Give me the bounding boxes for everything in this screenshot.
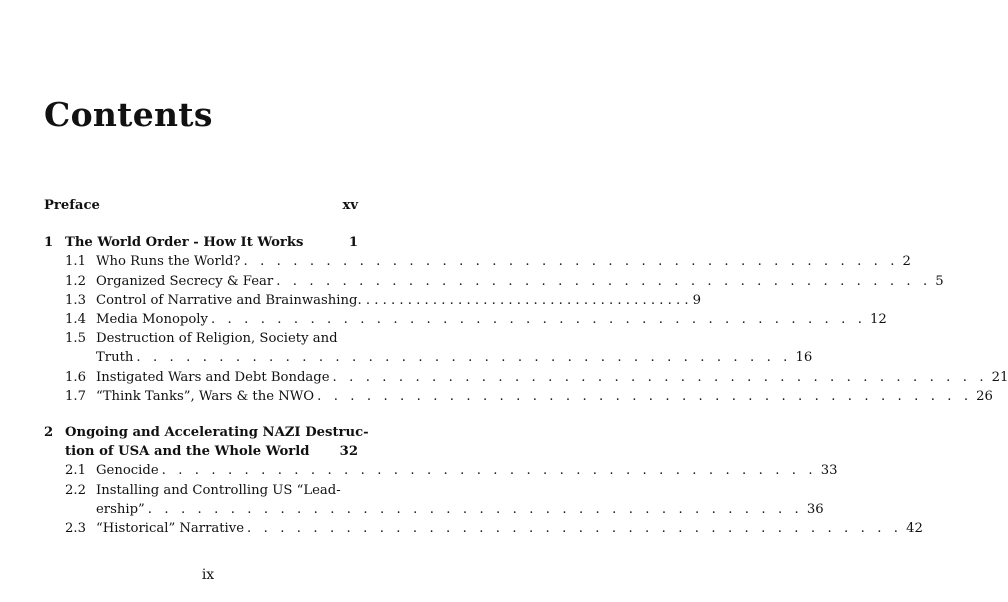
section-page-number: 21 [991,369,1008,385]
section-number: 1.5 [65,331,86,347]
section-page-number: 33 [820,463,838,479]
section-line-1 [44,329,358,348]
section-title-line-2: ership” [96,501,145,517]
section-title-line-1: Destruction of Religion, Society and [96,331,338,347]
section-number: 1.2 [65,273,86,289]
section-title: Genocide [96,463,159,479]
preface-title: Preface [44,198,100,213]
section-title-line-2: Truth [96,350,134,366]
chapter-title: The World Order - How It Works [65,235,304,251]
dot-leader [133,348,791,367]
section-page-number: 26 [976,388,993,404]
page-footer-number: ix [201,567,215,583]
dot-leader [159,461,817,480]
section-number: 1.1 [65,254,86,270]
section-number: 1.6 [65,369,86,385]
dot-leader [273,272,931,291]
section-page-number: 42 [906,521,923,537]
chapter-line-2 [44,442,358,461]
toc-entry-section-1-6[interactable] [44,368,1008,387]
section-line-2 [44,348,813,367]
toc-entry-section-2-3[interactable] [44,519,923,538]
section-page-number: 36 [806,501,824,517]
table-of-contents [44,196,1008,538]
section-title: Who Runs the World? [96,254,241,270]
section-title: Media Monopoly [96,312,208,328]
chapter-page-number: 32 [339,444,358,460]
toc-entry-section-1-7[interactable] [44,387,993,406]
chapter-line-1 [44,423,369,442]
dot-leader [330,368,988,387]
chapter-number: 2 [44,425,54,441]
dot-leader [240,252,898,271]
toc-entry-section-1-2[interactable] [44,272,944,291]
toc-entry-section-1-5[interactable] [44,329,813,367]
toc-entry-section-1-3[interactable] [44,291,702,310]
section-page-number: 12 [870,312,887,328]
chapter-title-line-1: Ongoing and Accelerating NAZI Destruc- [65,425,369,441]
section-title: “Think Tanks”, Wars & the NWO [96,388,315,404]
section-number: 1.4 [65,312,86,328]
section-number: 1.7 [65,388,86,404]
section-title: Instigated Wars and Debt Bondage [96,369,330,385]
dot-leader [145,500,803,519]
toc-entry-chapter-2[interactable] [44,423,369,461]
section-title: “Historical” Narrative [96,521,245,537]
chapter-title-line-2: tion of USA and the Whole World [65,444,310,460]
chapter-number: 1 [44,235,54,251]
toc-entry-preface[interactable] [44,196,358,215]
section-page-number: 5 [935,273,944,289]
section-number: 2.3 [65,521,86,537]
dot-leader [208,310,866,329]
toc-entry-chapter-1[interactable] [44,233,358,252]
section-page-number: 9 [692,292,702,308]
section-line-1 [44,481,358,500]
section-title: Organized Secrecy & Fear [96,273,274,289]
section-number: 2.1 [65,463,86,479]
toc-entry-section-1-4[interactable] [44,310,887,329]
section-line-2 [44,500,824,519]
chapter-2 [44,423,923,538]
section-number: 1.3 [65,292,86,308]
page-title: Contents [44,95,213,134]
section-page-number: 16 [795,350,813,366]
section-title: Control of Narrative and Brainwashing [96,292,358,308]
section-number: 2.2 [65,482,86,498]
preface-page-number: xv [342,198,358,213]
toc-entry-section-2-1[interactable] [44,461,838,480]
chapter-page-number: 1 [348,235,358,251]
toc-entry-section-2-2[interactable] [44,481,824,519]
dot-leader [314,387,972,406]
section-page-number: 2 [902,254,911,270]
dot-leader [244,519,902,538]
chapter-1 [44,233,1008,406]
section-title-line-1: Installing and Controlling US “Lead- [96,482,341,498]
dot-leader [357,291,688,310]
toc-entry-section-1-1[interactable] [44,252,911,271]
